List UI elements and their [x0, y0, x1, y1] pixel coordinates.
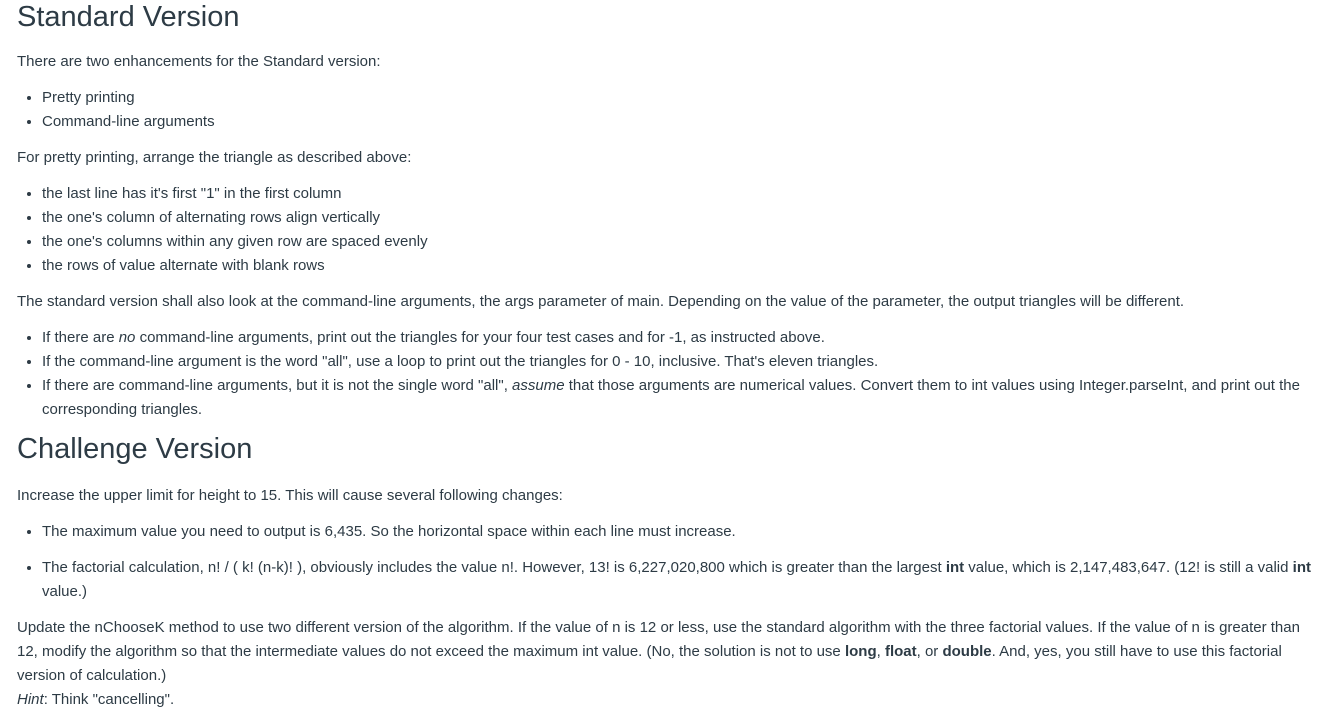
bold-text: float	[884, 643, 917, 660]
text-run: . And, yes, you still have to use this factorial version of calculation.)	[17, 643, 1282, 684]
text-run: Update the nChooseK method to use two different version of the algorithm. If the value of n is 12 or less, use the standard algorithm with the three factorial values. If the value of n is greater than 12, modify the algorithm so that the intermediate values do not exceed the maximum int value. (No, the solution is not to use	[17, 619, 1300, 660]
text-run: ,	[876, 643, 885, 660]
hint-label: Hint	[17, 691, 44, 708]
emphasis-text: assume	[512, 377, 565, 394]
list-item: • the rows of value alternate with blank rows	[42, 254, 428, 278]
bold-text: int	[1292, 559, 1311, 576]
text-run: If there are command-line arguments, but it is not the single word "all",	[42, 377, 513, 394]
text-run: The factorial calculation, n! / ( k! (n-k)! ), obviously includes the value n!. However, 13! is 6,227,020,800 which is greater than the largest	[42, 559, 946, 576]
list-item: • Command-line arguments	[42, 110, 215, 134]
bold-text: double	[942, 643, 992, 660]
standard-intro: There are two enhancements for the Standard version:	[17, 53, 381, 70]
args-rules-list	[17, 326, 1332, 422]
hint-text: : Think "cancelling".	[43, 691, 175, 708]
text-run: value.)	[42, 583, 88, 600]
text-run: If there are	[42, 329, 119, 346]
list-item: • The maximum value you need to output is 6,435. So the horizontal space within each line must increase.	[42, 520, 736, 544]
list-item: • the last line has it's first "1" in the first column	[42, 182, 428, 206]
text-run: that those arguments are numerical values. Convert them to int values using Integer.parseInt, and print out the corresponding triangles.	[42, 377, 1300, 418]
challenge-intro: Increase the upper limit for height to 15. This will cause several following changes:	[17, 487, 563, 504]
list-item	[42, 374, 1332, 422]
text-run: , or	[916, 643, 943, 660]
changes-list	[17, 520, 736, 544]
list-item: • the one's column of alternating rows align vertically	[42, 206, 428, 230]
pretty-printing-rules-list	[17, 182, 428, 278]
challenge-version-heading: Challenge Version	[17, 433, 253, 465]
list-item: • Pretty printing	[42, 86, 215, 110]
enhancements-list	[17, 86, 215, 134]
list-item	[42, 556, 1332, 604]
changes-list	[17, 556, 1332, 604]
bold-text: int	[945, 559, 965, 576]
list-item	[42, 326, 1332, 350]
args-intro: The standard version shall also look at the command-line arguments, the args parameter of main. Depending on the value of the parameter, the output triangles will be different.	[17, 293, 1185, 310]
bold-text: long	[844, 643, 877, 660]
update-paragraph	[17, 616, 1317, 712]
list-item: • the one's columns within any given row are spaced evenly	[42, 230, 428, 254]
list-item: • If the command-line argument is the word "all", use a loop to print out the triangles for 0 - 10, inclusive. That's eleven triangles.	[42, 350, 1332, 374]
emphasis-text: no	[118, 329, 136, 346]
pretty-printing-intro: For pretty printing, arrange the triangle as described above:	[17, 149, 412, 166]
standard-version-heading: Standard Version	[17, 1, 240, 33]
text-run: command-line arguments, print out the triangles for your four test cases and for -1, as instructed above.	[135, 329, 825, 346]
text-run: value, which is 2,147,483,647. (12! is still a valid	[964, 559, 1293, 576]
